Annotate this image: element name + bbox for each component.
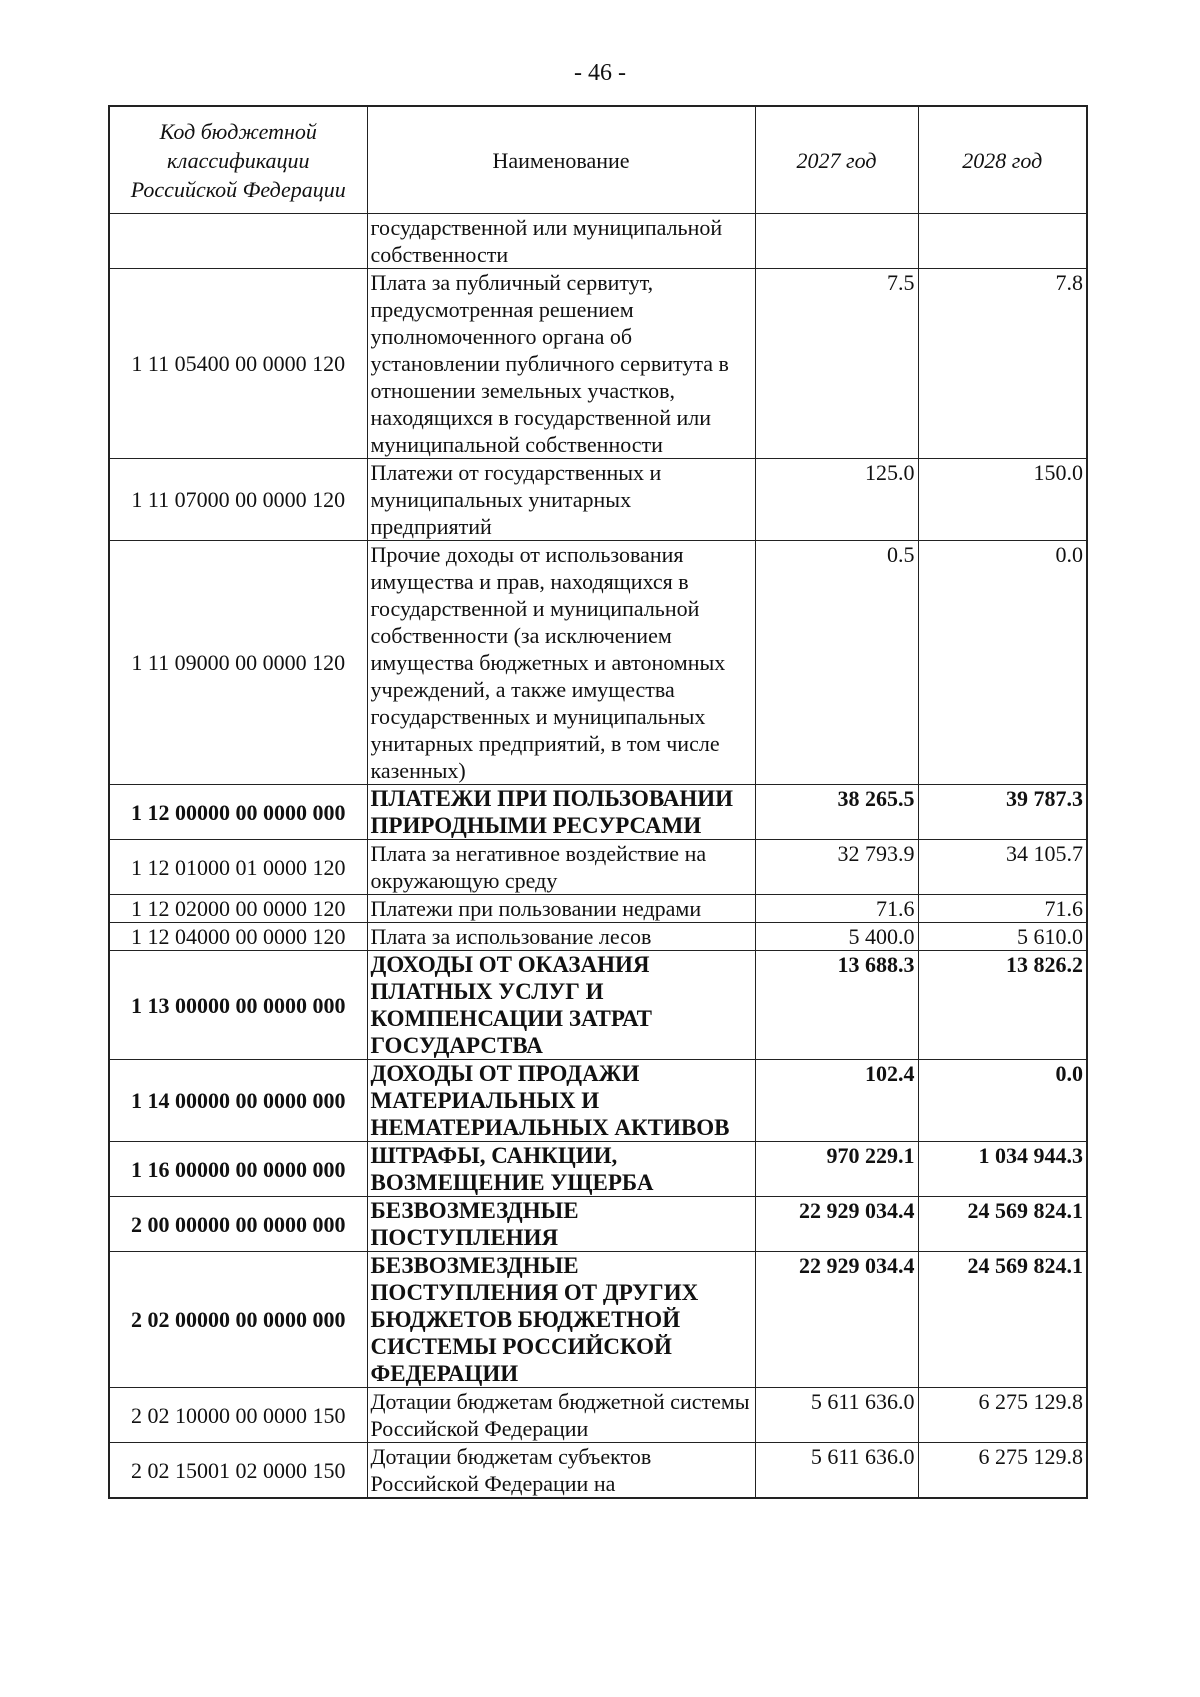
header-name: Наименование <box>367 106 755 214</box>
row-value-2027: 5 611 636.0 <box>755 1443 918 1499</box>
row-value-2027: 125.0 <box>755 459 918 541</box>
table-body <box>109 214 1087 1499</box>
row-value-2027: 970 229.1 <box>755 1142 918 1197</box>
row-value-2028: 0.0 <box>918 541 1087 785</box>
table-row <box>109 923 1087 951</box>
table-row <box>109 1197 1087 1252</box>
row-name: БЕЗВОЗМЕЗДНЫЕ ПОСТУПЛЕНИЯ <box>367 1197 755 1252</box>
row-value-2028: 34 105.7 <box>918 840 1087 895</box>
row-value-2027: 71.6 <box>755 895 918 923</box>
row-value-2028: 150.0 <box>918 459 1087 541</box>
table-row <box>109 840 1087 895</box>
header-year-2028: 2028 год <box>918 106 1087 214</box>
row-code: 1 12 00000 00 0000 000 <box>109 785 367 840</box>
row-name: Плата за использование лесов <box>367 923 755 951</box>
table-row <box>109 1443 1087 1499</box>
row-value-2028: 39 787.3 <box>918 785 1087 840</box>
budget-table <box>108 105 1088 1499</box>
row-name: ДОХОДЫ ОТ ОКАЗАНИЯ ПЛАТНЫХ УСЛУГ И КОМПЕНСАЦИИ ЗАТРАТ ГОСУДАРСТВА <box>367 951 755 1060</box>
row-name: Плата за негативное воздействие на окружающую среду <box>367 840 755 895</box>
row-value-2027: 22 929 034.4 <box>755 1252 918 1388</box>
row-name: ПЛАТЕЖИ ПРИ ПОЛЬЗОВАНИИ ПРИРОДНЫМИ РЕСУРСАМИ <box>367 785 755 840</box>
table-row <box>109 1388 1087 1443</box>
row-name: Дотации бюджетам бюджетной системы Российской Федерации <box>367 1388 755 1443</box>
row-code: 1 12 02000 00 0000 120 <box>109 895 367 923</box>
table-row <box>109 1060 1087 1142</box>
row-code: 2 02 10000 00 0000 150 <box>109 1388 367 1443</box>
header-year-2027: 2027 год <box>755 106 918 214</box>
table-row <box>109 541 1087 785</box>
row-name: Платежи от государственных и муниципальных унитарных предприятий <box>367 459 755 541</box>
table-row <box>109 214 1087 269</box>
row-code: 1 13 00000 00 0000 000 <box>109 951 367 1060</box>
row-code: 1 12 04000 00 0000 120 <box>109 923 367 951</box>
table-row <box>109 895 1087 923</box>
row-code: 1 12 01000 01 0000 120 <box>109 840 367 895</box>
row-value-2027: 0.5 <box>755 541 918 785</box>
row-value-2027: 32 793.9 <box>755 840 918 895</box>
row-value-2028: 0.0 <box>918 1060 1087 1142</box>
header-code: Код бюджетной классификации Российской Федерации <box>109 106 367 214</box>
row-value-2028: 6 275 129.8 <box>918 1388 1087 1443</box>
table-row <box>109 951 1087 1060</box>
row-value-2027: 5 400.0 <box>755 923 918 951</box>
row-code: 2 02 15001 02 0000 150 <box>109 1443 367 1499</box>
row-value-2027 <box>755 214 918 269</box>
row-value-2027: 38 265.5 <box>755 785 918 840</box>
row-code: 1 11 07000 00 0000 120 <box>109 459 367 541</box>
row-value-2028 <box>918 214 1087 269</box>
row-value-2028: 24 569 824.1 <box>918 1197 1087 1252</box>
row-value-2027: 5 611 636.0 <box>755 1388 918 1443</box>
table-row <box>109 459 1087 541</box>
page-number: - 46 - <box>574 60 626 86</box>
row-value-2028: 13 826.2 <box>918 951 1087 1060</box>
row-value-2027: 7.5 <box>755 269 918 459</box>
row-name: ШТРАФЫ, САНКЦИИ, ВОЗМЕЩЕНИЕ УЩЕРБА <box>367 1142 755 1197</box>
row-code: 1 14 00000 00 0000 000 <box>109 1060 367 1142</box>
row-code: 1 16 00000 00 0000 000 <box>109 1142 367 1197</box>
row-code: 2 00 00000 00 0000 000 <box>109 1197 367 1252</box>
row-name: государственной или муниципальной собственности <box>367 214 755 269</box>
table-row <box>109 785 1087 840</box>
row-value-2028: 6 275 129.8 <box>918 1443 1087 1499</box>
row-name: Плата за публичный сервитут, предусмотренная решением уполномоченного органа об установлении публичного сервитута в отношении земельных участков, находящихся в государственной или муниципальной собственности <box>367 269 755 459</box>
table-row <box>109 1142 1087 1197</box>
table-header <box>109 106 1087 214</box>
row-name: Прочие доходы от использования имущества и прав, находящихся в государственной и муниципальной собственности (за исключением имущества бюджетных и автономных учреждений, а также имущества государственных и муниципальных унитарных предприятий, в том числе казенных) <box>367 541 755 785</box>
row-code: 1 11 09000 00 0000 120 <box>109 541 367 785</box>
row-value-2028: 5 610.0 <box>918 923 1087 951</box>
row-value-2028: 1 034 944.3 <box>918 1142 1087 1197</box>
row-code: 1 11 05400 00 0000 120 <box>109 269 367 459</box>
row-value-2028: 7.8 <box>918 269 1087 459</box>
table-row <box>109 1252 1087 1388</box>
row-name: Дотации бюджетам субъектов Российской Федерации на <box>367 1443 755 1499</box>
row-code: 2 02 00000 00 0000 000 <box>109 1252 367 1388</box>
row-value-2028: 24 569 824.1 <box>918 1252 1087 1388</box>
row-name: ДОХОДЫ ОТ ПРОДАЖИ МАТЕРИАЛЬНЫХ И НЕМАТЕРИАЛЬНЫХ АКТИВОВ <box>367 1060 755 1142</box>
row-value-2027: 22 929 034.4 <box>755 1197 918 1252</box>
row-name: БЕЗВОЗМЕЗДНЫЕ ПОСТУПЛЕНИЯ ОТ ДРУГИХ БЮДЖЕТОВ БЮДЖЕТНОЙ СИСТЕМЫ РОССИЙСКОЙ ФЕДЕРАЦИИ <box>367 1252 755 1388</box>
row-name: Платежи при пользовании недрами <box>367 895 755 923</box>
row-value-2027: 13 688.3 <box>755 951 918 1060</box>
row-code <box>109 214 367 269</box>
table-row <box>109 269 1087 459</box>
row-value-2028: 71.6 <box>918 895 1087 923</box>
row-value-2027: 102.4 <box>755 1060 918 1142</box>
